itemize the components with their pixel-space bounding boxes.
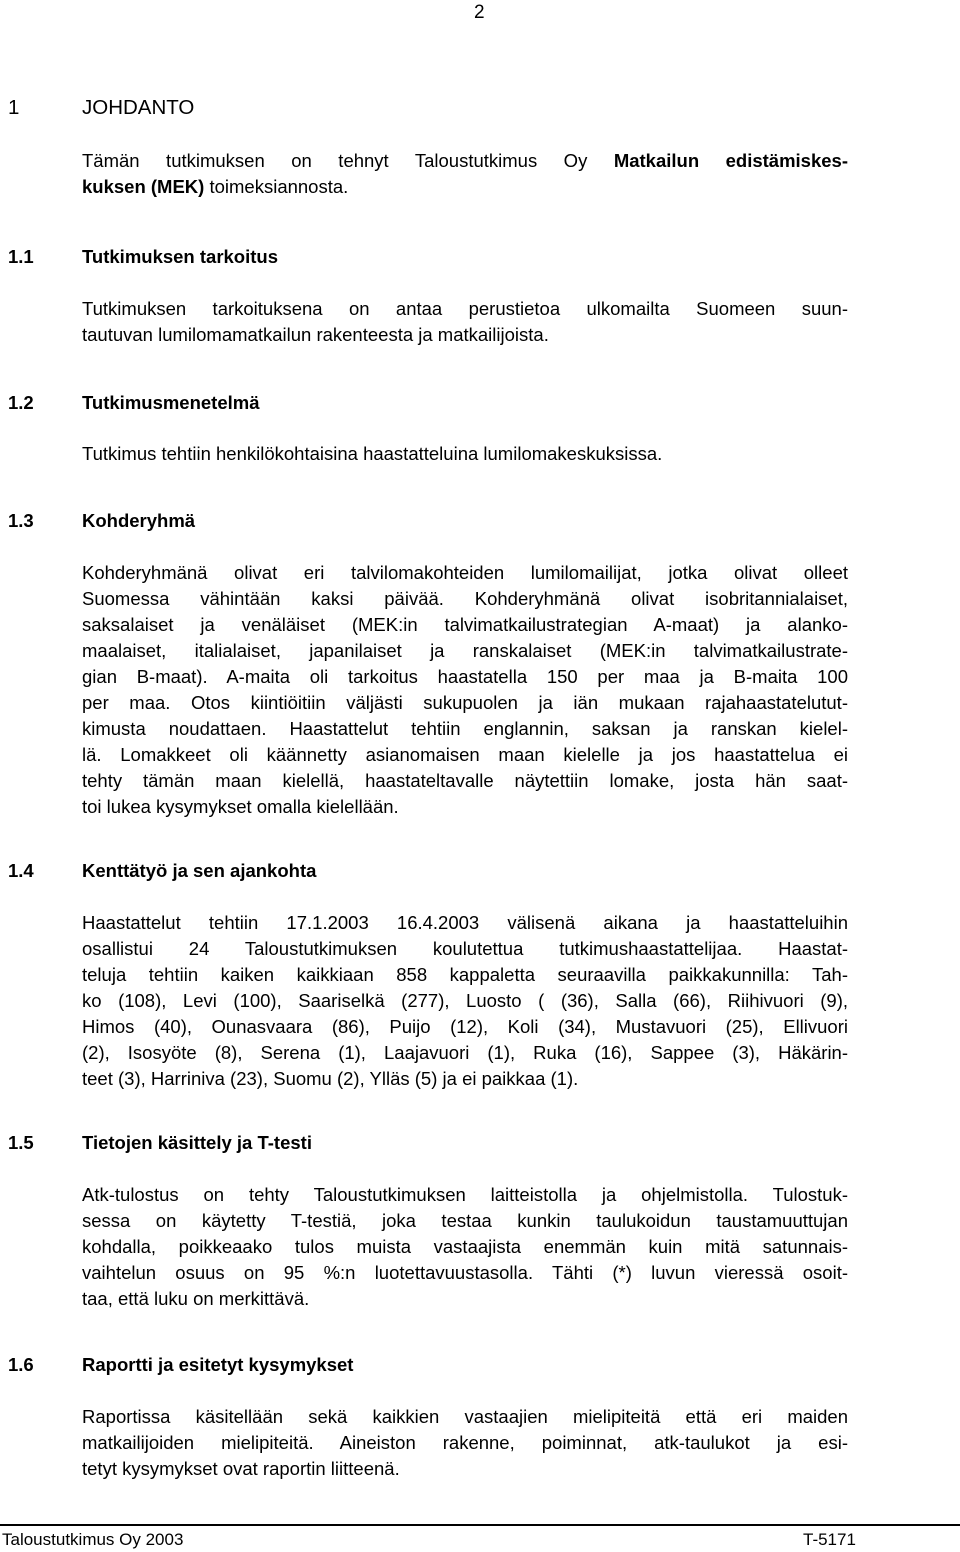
section-title: Raportti ja esitetyt kysymykset [82, 1354, 354, 1375]
body-line: saksalaiset ja venäläiset (MEK:in talvimatkailustrategian A-maat) ja alanko- [82, 614, 848, 635]
section-body-1-2 [82, 441, 848, 467]
body-line: Tutkimus tehtiin henkilökohtaisina haastatteluina lumilomakeskuksissa. [82, 443, 663, 464]
body-line: Raportissa käsitellään sekä kaikkien vastaajien mielipiteitä että eri maiden [82, 1406, 848, 1427]
section-heading-1-5 [8, 1130, 312, 1156]
body-line: teluja tehtiin kaiken kaikkiaan 858 kappaletta seuraavilla paikkakunnilla: Tah- [82, 964, 848, 985]
intro-line [82, 148, 848, 174]
body-line: osallistui 24 Taloustutkimuksen koulutettua tutkimushaastattelijaa. Haastat- [82, 938, 848, 959]
chapter-number: 1 [8, 96, 20, 119]
body-line: lä. Lomakkeet oli käännetty asianomaisen maan kielelle ja jos haastattelua ei [82, 744, 848, 765]
section-body-1-3 [82, 560, 848, 820]
section-number: 1.1 [8, 246, 34, 267]
body-line: Tutkimuksen tarkoituksena on antaa perustietoa ulkomailta Suomeen suun- [82, 298, 848, 319]
section-body-1-1 [82, 296, 848, 348]
footer-divider [0, 1524, 960, 1526]
section-body-1-6 [82, 1404, 848, 1482]
intro-organization: Matkailun edistämiskes- [613, 150, 848, 171]
chapter-title: JOHDANTO [82, 96, 195, 119]
body-line: taa, että luku on merkittävä. [82, 1288, 310, 1309]
body-line: Kohderyhmänä olivat eri talvilomakohteiden lumilomailijat, jotka olivat olleet [82, 562, 848, 583]
section-title: Tietojen käsittely ja T-testi [82, 1132, 312, 1153]
body-line: matkailijoiden mielipiteitä. Aineiston rakenne, poiminnat, atk-taulukot ja esi- [82, 1432, 848, 1453]
body-line: Haastattelut tehtiin 17.1.2003 16.4.2003 välisenä aikana ja haastatteluihin [82, 912, 848, 933]
intro-text: toimeksiannosta. [204, 176, 349, 197]
section-heading-1-4 [8, 858, 316, 884]
body-line: Atk-tulostus on tehty Taloustutkimuksen laitteistolla ja ohjelmistolla. Tulostuk- [82, 1184, 848, 1205]
body-line: sessa on käytetty T-testiä, joka testaa kunkin taulukoidun taustamuuttujan [82, 1210, 848, 1231]
section-heading-1-6 [8, 1352, 353, 1378]
body-line: tetyt kysymykset ovat raportin liitteenä. [82, 1458, 400, 1479]
section-heading-1-2 [8, 390, 260, 416]
section-number: 1.3 [8, 510, 34, 531]
body-line: kimusta noudattaen. Haastattelut tehtiin englannin, saksan ja ranskan kielel- [82, 718, 848, 739]
body-line: tehty tämän maan kielellä, haastateltavalle näytettiin lomake, josta hän saat- [82, 770, 848, 791]
section-number: 1.6 [8, 1354, 34, 1375]
intro-paragraph [82, 148, 848, 200]
body-line: per maa. Otos kiintiöitiin väljästi sukupuolen ja iän mukaan rajahaastatelutut- [82, 692, 848, 713]
section-body-1-4 [82, 910, 848, 1092]
section-heading-1-3 [8, 508, 195, 534]
chapter-heading [8, 96, 194, 120]
section-title: Kenttätyö ja sen ajankohta [82, 860, 317, 881]
section-number: 1.4 [8, 860, 34, 881]
section-title: Tutkimuksen tarkoitus [82, 246, 279, 267]
body-line: kohdalla, poikkeaako tulos muista vastaajista enemmän kuin mitä satunnais- [82, 1236, 848, 1257]
body-line: (2), Isosyöte (8), Serena (1), Laajavuori (1), Ruka (16), Sappee (3), Häkärin- [82, 1042, 848, 1063]
section-heading-1-1 [8, 244, 278, 270]
section-number: 1.5 [8, 1132, 34, 1153]
section-number: 1.2 [8, 392, 34, 413]
body-line: maalaiset, italialaiset, japanilaiset ja ranskalaiset (MEK:in talvimatkailustrate- [82, 640, 848, 661]
intro-text: Tämän tutkimuksen on tehnyt Taloustutkimus Oy [82, 150, 614, 171]
page-number: 2 [474, 2, 485, 23]
body-line: gian B-maat). A-maita oli tarkoitus haastatella 150 per maa ja B-maita 100 [82, 666, 848, 687]
footer-company: Taloustutkimus Oy 2003 [2, 1530, 184, 1549]
section-body-1-5 [82, 1182, 848, 1312]
body-line: Suomessa vähintään kaksi päivää. Kohderyhmänä olivat isobritannialaiset, [82, 588, 848, 609]
section-title: Tutkimusmenetelmä [82, 392, 260, 413]
body-line: Himos (40), Ounasvaara (86), Puijo (12), Koli (34), Mustavuori (25), Ellivuori [82, 1016, 848, 1037]
body-line: teet (3), Harriniva (23), Suomu (2), Ylläs (5) ja ei paikkaa (1). [82, 1068, 579, 1089]
body-line: toi lukea kysymykset omalla kielellään. [82, 796, 399, 817]
body-line: ko (108), Levi (100), Saariselkä (277), Luosto ( (36), Salla (66), Riihivuori (9), [82, 990, 848, 1011]
intro-organization-cont: kuksen (MEK) [82, 176, 205, 197]
section-title: Kohderyhmä [82, 510, 196, 531]
body-line: tautuvan lumilomamatkailun rakenteesta ja matkailijoista. [82, 324, 549, 345]
footer-report-code: T-5171 [803, 1530, 856, 1549]
intro-line [82, 174, 848, 200]
body-line: vaihtelun osuus on 95 %:n luotettavuustasolla. Tähti (*) luvun vieressä osoit- [82, 1262, 848, 1283]
